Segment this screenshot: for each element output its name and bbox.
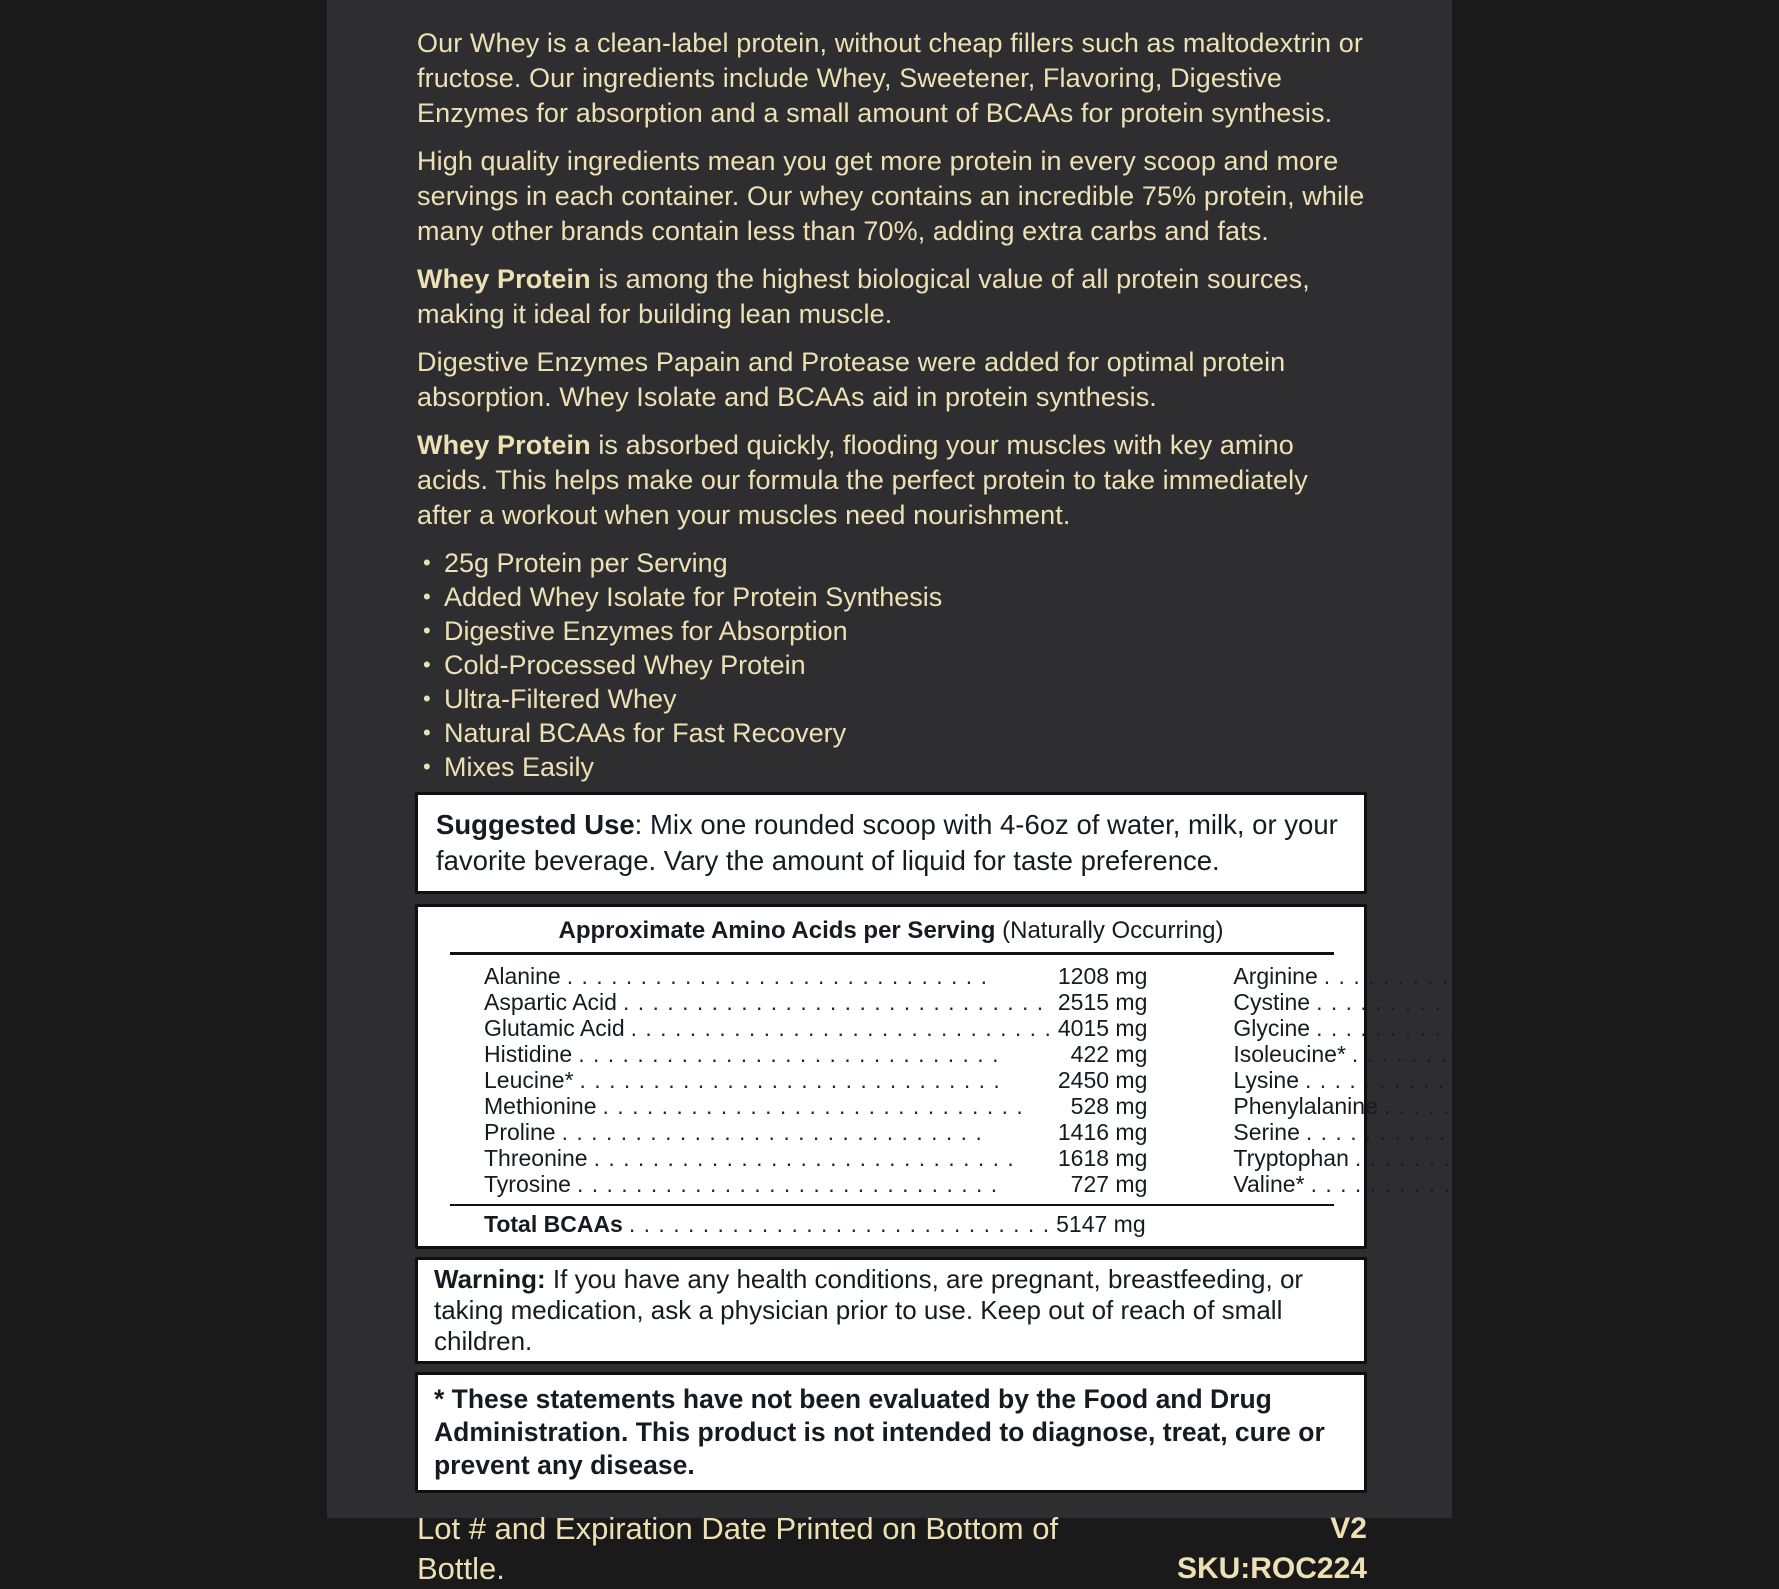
amino-row: Glutamic Acid . . . 4015 mg (484, 1015, 1147, 1041)
amino-row: Arginine . . . (1233, 963, 1779, 989)
total-bcaas-label: Total BCAAs (484, 1211, 623, 1237)
dot-leader (594, 1145, 1052, 1171)
suggested-use-box (415, 792, 1367, 894)
amino-acids-title-bold: Approximate Amino Acids per Serving (558, 917, 996, 944)
amino-row: Glycine . . . (1233, 1015, 1779, 1041)
amino-row: Lysine . . . (1233, 1067, 1779, 1093)
paragraph-text: Digestive Enzymes Papain and Protease were added for optimal protein absorption. Whey Isolate and BCAAs aid in protein synthesis. (417, 347, 1286, 412)
amino-row: Alanine . . . 1208 mg (484, 963, 1147, 989)
bullet-item: • 25g Protein per Serving (417, 546, 1367, 580)
warning-text: If you have any health conditions, are pregnant, breastfeeding, or taking medication, ask a physician prior to use. Keep out of reach of small children. (434, 1264, 1304, 1356)
product-label-back-panel (327, 0, 1452, 1586)
whey-protein-value-paragraph (417, 262, 1367, 332)
feature-bullet-list (417, 546, 1367, 784)
amino-row: Methionine . . . 528 mg (484, 1093, 1147, 1119)
dot-leader (1355, 1145, 1779, 1171)
amino-row: Isoleucine* . . . (1233, 1041, 1779, 1067)
dot-leader (577, 1171, 1065, 1197)
amino-row: Phenylalanine . . . (1233, 1093, 1779, 1119)
suggested-use-label: Suggested Use (436, 809, 635, 840)
amino-acids-box (415, 904, 1378, 1249)
amino-row: Proline . . . 1416 mg (484, 1119, 1147, 1145)
dot-leader (629, 1210, 1050, 1238)
dot-leader (1316, 1015, 1779, 1041)
lot-expiration-note: Lot # and Expiration Date Printed on Bottom of Bottle. (417, 1511, 1059, 1586)
paragraph-bold-lead: Whey Protein (417, 264, 591, 294)
dot-leader (578, 1041, 1064, 1067)
amino-table-bottom-rule (450, 1204, 1334, 1206)
digestive-enzymes-paragraph (417, 345, 1367, 415)
dot-leader (1316, 989, 1779, 1015)
amino-row: Serine . . . (1233, 1119, 1779, 1145)
paragraph-text: is among the highest biological value of all protein sources, making it ideal for building lean muscle. (417, 264, 1310, 329)
suggested-use-text: : Mix one rounded scoop with 4-6oz of water, milk, or your favorite beverage. Vary the amount of liquid for taste preference. (436, 809, 1338, 876)
amino-row: Aspartic Acid . . . 2515 mg (484, 989, 1147, 1015)
amino-acids-title (418, 915, 1364, 945)
dot-leader (623, 989, 1052, 1015)
bullet-item: • Ultra-Filtered Whey (417, 682, 1367, 716)
dot-leader (631, 1015, 1052, 1041)
dot-leader (1384, 1093, 1779, 1119)
label-footer (417, 1509, 1367, 1589)
sku-code: SKU:ROC224 (1176, 1552, 1367, 1585)
total-bcaas-row (484, 1210, 1146, 1238)
dot-leader (1305, 1067, 1779, 1093)
amino-left-column (484, 963, 1147, 1197)
warning-box (415, 1257, 1367, 1364)
version-sku-block (1177, 1509, 1367, 1589)
amino-row: Threonine . . . 1618 mg (484, 1145, 1147, 1171)
bullet-item: • Cold-Processed Whey Protein (417, 648, 1367, 682)
amino-right-column (1233, 963, 1779, 1197)
fda-disclaimer-box (415, 1372, 1367, 1493)
dot-leader (1306, 1119, 1779, 1145)
amino-acids-title-note: (Naturally Occurring) (995, 917, 1224, 944)
total-bcaas-value: 5147 mg (1056, 1211, 1146, 1237)
bullet-item: • Added Whey Isolate for Protein Synthesis (417, 580, 1367, 614)
paragraph-bold-lead: Whey Protein (417, 430, 591, 460)
paragraph-text: High quality ingredients mean you get more protein in every scoop and more servings in each container. Our whey contains an incredible 75% protein, while many other brands contain less than 70%, adding extra carbs and fats. (417, 146, 1365, 246)
dot-leader (562, 1119, 1052, 1145)
amino-row: Tyrosine . . . 727 mg (484, 1171, 1147, 1197)
quality-paragraph (417, 144, 1367, 249)
bullet-item: • Natural BCAAs for Fast Recovery (417, 716, 1367, 750)
dot-leader (1352, 1041, 1779, 1067)
amino-row: Histidine . . . 422 mg (484, 1041, 1147, 1067)
dot-leader (1324, 963, 1779, 989)
dot-leader (1311, 1171, 1779, 1197)
bullet-item: • Digestive Enzymes for Absorption (417, 614, 1367, 648)
amino-acids-table (418, 961, 1378, 1199)
bullet-item: • Mixes Easily (417, 750, 1367, 784)
amino-row: Valine* . . . (1233, 1171, 1779, 1197)
amino-row: Leucine* . . . 2450 mg (484, 1067, 1147, 1093)
warning-label: Warning: (434, 1264, 546, 1294)
amino-table-top-rule (450, 952, 1334, 955)
dot-leader (580, 1067, 1052, 1093)
fda-disclaimer-text: * These statements have not been evaluated by the Food and Drug Administration. This product is not intended to diagnose, treat, cure or prevent any disease. (434, 1384, 1325, 1480)
absorption-paragraph (417, 428, 1367, 533)
dot-leader (567, 963, 1052, 989)
intro-paragraph (417, 26, 1367, 131)
paragraph-text: Our Whey is a clean-label protein, without cheap fillers such as maltodextrin or fructose. Our ingredients include Whey, Sweetener, Flavoring, Digestive Enzymes for absorption and a small amount of BCAAs for protein synthesis. (417, 28, 1363, 128)
amino-row: Tryptophan . . . (1233, 1145, 1779, 1171)
dot-leader (603, 1093, 1065, 1119)
amino-row: Cystine . . . (1233, 989, 1779, 1015)
version-code: V2 (1330, 1512, 1367, 1545)
paragraph-text: is absorbed quickly, flooding your muscles with key amino acids. This helps make our formula the perfect protein to take immediately after a workout when your muscles need nourishment. (417, 430, 1308, 530)
